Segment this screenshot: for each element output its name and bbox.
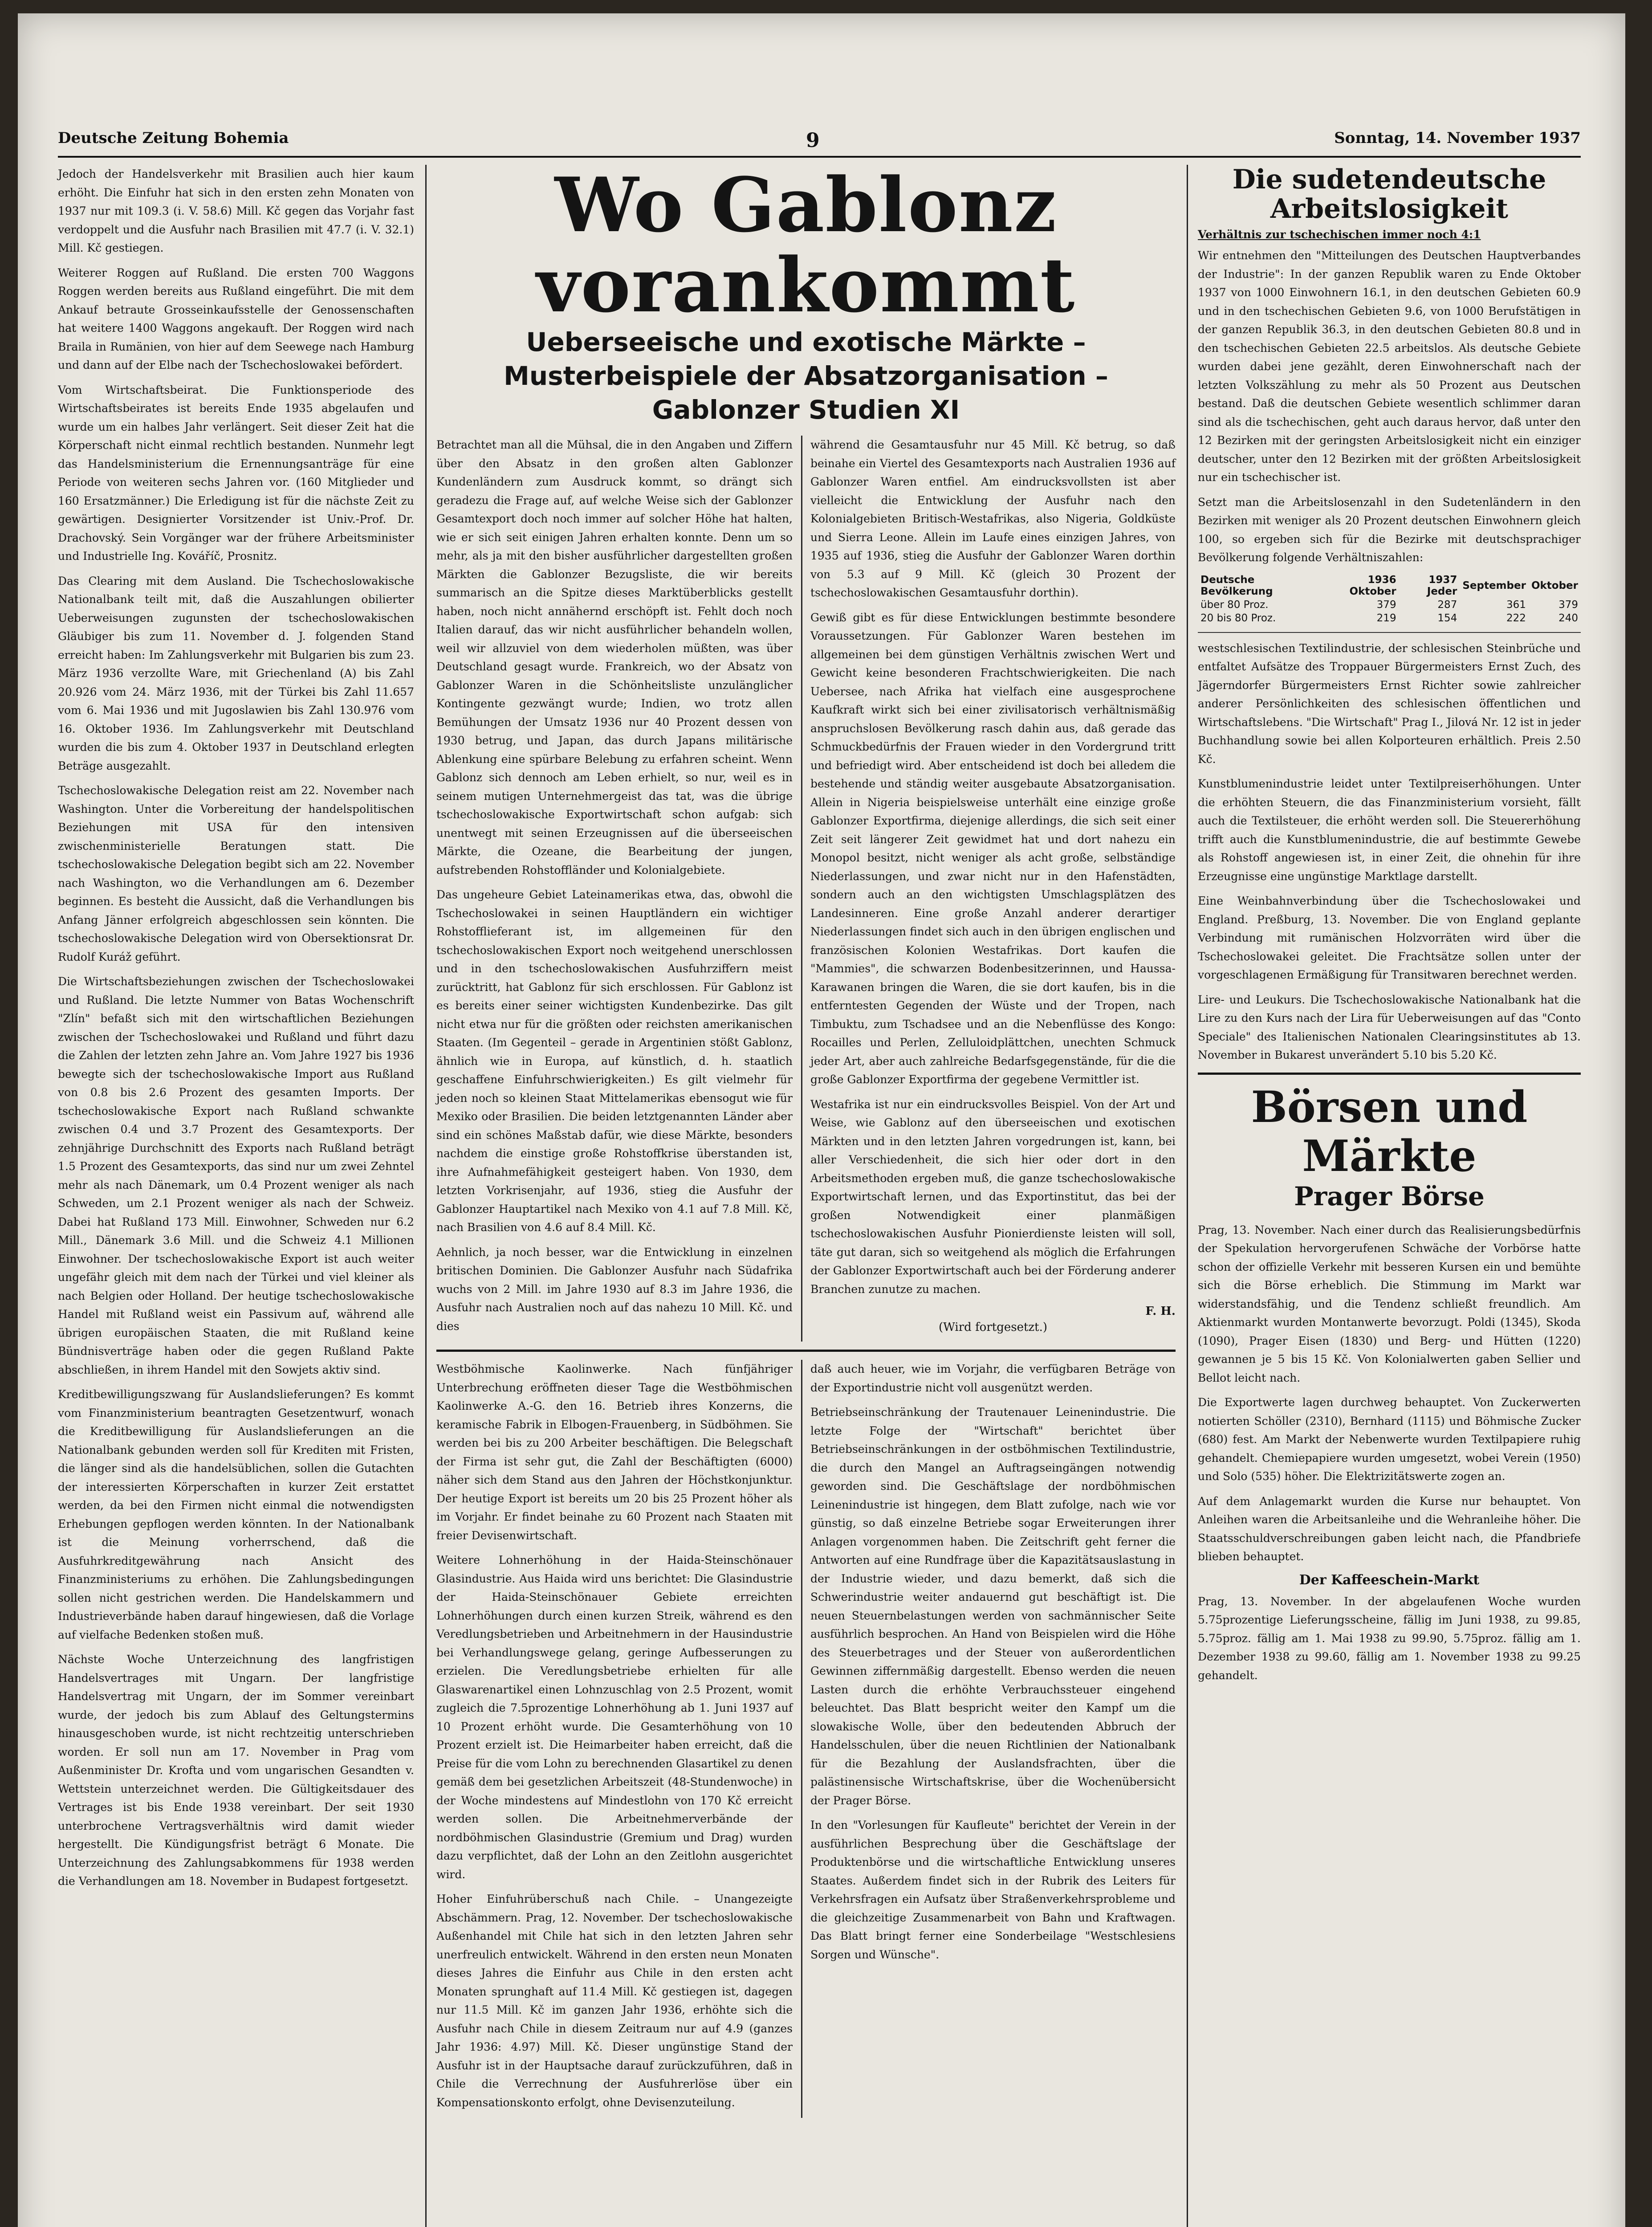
news-item: Kreditbewilligungszwang für Auslandslieferungen? Es kommt vom Finanzministerium beantragten Gesetzentwurf, wonach die Kreditbewilligung für Auslandslieferungen an die Nationalbank gebunden werden soll für Krediten mit Fristen, die länger sind als die handelsüblichen, sollen die Gutachten der interessierten Körperschaften in kurzer Zeit erstattet werden, da bei den Firmen nicht einmal die notwendigsten Erhebungen gepflogen werden könnten. In der Nationalbank ist die Meinung vorherrschend, daß die Ausfuhrkreditgewährung nach Ansicht des Finanzministeriums zu erhöhen. Die Zahlungsbedingungen sollen nicht gestrichen werden. Die Handelskammern und Industrieverbände haben darauf hingewiesen, daß die Vorlage auf vielfache Bedenken stoßen muß.	[58, 1388, 414, 1641]
section-rule	[436, 1350, 1176, 1352]
article-column-right	[810, 436, 1176, 1342]
briefs-column-right	[810, 1360, 1176, 2118]
prague-exchange-title: Prager Börse	[1294, 1181, 1485, 1211]
column-divider	[1187, 165, 1188, 2227]
continued-note: (Wird fortgesetzt.)	[939, 1321, 1047, 1334]
table-header-row	[1198, 573, 1581, 598]
article-paragraph: Westafrika ist nur ein eindrucksvolles Beispiel. Von der Art und Weise, wie Gablonz auf den überseeischen und exotischen Märkten und in den letzten Jahren vorgedrungen ist, kann, bei aller Verschiedenheit, die sich hier oder dort in den Arbeitsmethoden ergeben muß, die ganze tschechoslowakische Exportwirtschaft lernen, und das Exportinstitut, das bei der großen Notwendigkeit einer planmäßigen tschechoslowakischen Ausfuhr Pionierdienste leisten will soll, täte gut daran, sich so weitgehend als möglich die Erfahrungen der Gablonzer Exportwirtschaft auch bei der Förderung anderer Branchen zunutze zu machen.	[810, 1097, 1176, 1296]
briefs-column-left	[436, 1360, 793, 2118]
column-divider	[801, 1360, 802, 2118]
news-item: Kunstblumenindustrie leidet unter Textilpreiserhöhungen. Unter die erhöhten Steuern, die das Finanzministerium vorsieht, fällt auch die Textilsteuer, die erhöht werden soll. Die Steuererhöhung trifft auch die Kunstblumenindustrie, die auf bestimmte Gewebe als Rohstoff angewiesen ist, in einer Zeit, die ohnehin für ihre Erzeugnisse eine ungünstige Marktlage darstellt.	[1198, 777, 1581, 883]
table-cell: 361	[1506, 599, 1526, 611]
unemployment-table	[1198, 573, 1581, 625]
table-cell: 154	[1437, 612, 1457, 624]
table-cell: 219	[1376, 612, 1396, 624]
coffee-market-title: Der Kaffeeschein-Markt	[1299, 1572, 1480, 1588]
main-article	[436, 161, 1176, 2118]
news-item: Das Clearing mit dem Ausland. Die Tschechoslowakische Nationalbank teilt mit, daß die Auszahlungen obilierter Ueberweisungen zugunsten der tschechoslowakischen Gläubiger bis zum 11. November d. J. folgenden Stand erreicht haben: Im Zahlungsverkehr mit Bulgarien bis zum 23. März 1936 verzollte Ware, mit Griechenland (A) bis Zahl 20.926 vom 24. März 1936, mit der Türkei bis Zahl 11.657 vom 6. Mai 1936 und mit Jugoslawien bis Zahl 130.976 vom 16. Oktober 1936. Im Zahlungsverkehr mit Deutschland wurden die bis zum 4. Oktober 1937 in Deutschland erlegten Beträge ausgezahlt.	[58, 574, 414, 772]
issue-date: Sonntag, 14. November 1937	[1334, 129, 1581, 147]
table-cell: 379	[1558, 599, 1578, 611]
right-column	[1198, 165, 1581, 1691]
news-item: Betriebseinschränkung der Trautenauer Leinenindustrie. Die letzte Folge der "Wirtschaft" berichtet über Betriebseinschränkungen in der ostböhmischen Textilindustrie, die durch den Mangel an Auftragseingängen notwendig geworden sind. Die Geschäftslage der nordböhmischen Leinenindustrie ist hingegen, dem Blatt zufolge, nach wie vor günstig, so daß einzelne Betriebe sogar Erweiterungen ihrer Anlagen vorgenommen haben. Die Zeitschrift geht ferner die Antworten auf eine Rundfrage über die Kapazitätsauslastung in der Industrie wieder, und dazu bemerkt, daß sich die Schwerindustrie weiter andauernd gut beschäftigt ist. Die neuen Steuernbelastungen werden von sachmännischer Seite ausführlich besprochen. An Hand von Beispielen wird die Höhe des Steuerbetrages und der Steuer von außerordentlichen Gewinnen ziffernmäßig dargestellt. Ebenso werden die neuen Lasten durch die erhöhte Verbrauchssteuer eingehend beleuchtet. Das Blatt bespricht weiter den Kampf um die slowakische Wolle, über den bedeutenden Abbruch der Handelsschulen, über die neuen Richtlinien der Nationalbank für die Bezahlung der Auslandsfrachten, über die palästinensische Wirtschaftskrise, über die Wochenübersicht der Prager Börse.	[810, 1406, 1176, 1807]
column-divider	[425, 165, 427, 2227]
market-report: Prag, 13. November. In der abgelaufenen Woche wurden 5.75prozentige Lieferungsscheine, fällig im Juni 1938, zu 99.85, 5.75proz. fällig am 1. Mai 1938 zu 99.90, 5.75proz. fällig am 1. Dezember 1938 zu 99.60, fällig am 1. November 1938 zu 99.25 gehandelt.	[1198, 1595, 1581, 1682]
table-row	[1198, 598, 1581, 612]
table-header: September	[1462, 579, 1526, 591]
main-article-body	[436, 436, 1176, 1342]
market-report: Die Exportwerte lagen durchweg behauptet. Von Zuckerwerten notierten Schöller (2310), Bernhard (1115) und Böhmische Zucker (680) fest. Am Markt der Nebenwerte wurden Textilpapiere ruhig gehandelt. Chemiepapiere wurden umgesetzt, wobei Verein (1950) und Solo (535) höher. Die Elektrizitätswerte zogen an.	[1198, 1396, 1581, 1483]
article-column-left	[436, 436, 793, 1342]
table-cell: 222	[1506, 612, 1526, 624]
newspaper-page	[18, 13, 1625, 2227]
article-paragraph: Gewiß gibt es für diese Entwicklungen bestimmte besondere Voraussetzungen. Für Gablonzer Waren bestehen im allgemeinen bei dem günstigen Verhältnis zwischen Wert und Gewicht keine besonderen Frachtschwierigkeiten. Die nach Uebersee, nach Afrika hat vielfach eine ausgesprochene Kaufkraft wirkt sich bei einer zivilisatorisch verhältnismäßig anspruchslosen Bevölkerung rasch dahin aus, daß gerade das Schmuckbedürfnis der Frauen wieder in den Vordergrund tritt und befriedigt wird. Aber entscheidend ist doch bei alledem die bestehende und ständig weiter ausgebaute Absatzorganisation. Allein in Nigeria beispielsweise unterhält eine einzige große Gablonzer Exportfirma, diejenige allerdings, die sich seit einer Zeit seit längerer Zeit gewidmet hat und dort nahezu ein Monopol besitzt, nicht weniger als acht große, selbständige Niederlassungen, und zwar nicht nur in den Hafenstädten, sondern auch an den wichtigsten Umschlagsplätzen des Landesinneren. Eine große Anzahl anderer derartiger Niederlassungen findet sich auch in den übrigen englischen und französischen Kolonien Westafrikas. Dort kaufen die "Mammies", die schwarzen Bodenbesitzerinnen, und Haussa-Karawanen bringen die Waren, die sie dort kaufen, bis in die entferntesten Gegenden der Wüste und der Tropen, nach Timbuktu, zum Tschadsee und an die Nebenflüsse des Kongo: Rocailles und Perlen, Zelluloidplättchen, unechten Schmuck jeder Art, aber auch zahlreiche Bedarfsgegenstände, für die die große Gablonzer Exportfirma der gegebene Vermittler ist.	[810, 611, 1176, 1086]
markets-section-title: Börsen und Märkte	[1251, 1081, 1528, 1181]
article-paragraph: Setzt man die Arbeitslosenzahl in den Sudetenländern in den Bezirken mit weniger als 20 Prozent deutschen Einwohnern gleich 100, so ergeben sich für die Bezirke mit deutschsprachiger Bevölkerung folgende Verhältniszahlen:	[1198, 495, 1581, 564]
news-item: Westböhmische Kaolinwerke. Nach fünfjähriger Unterbrechung eröffneten dieser Tage die Westböhmischen Kaolinwerke A.-G. den 16. Betrieb ihres Konzerns, die keramische Fabrik in Elbogen-Frauenberg, in Südböhmen. Sie werden bei bis zu 200 Arbeiter beschäftigen. Die Belegschaft der Firma ist sehr gut, die Zahl der Beschäftigten (6000) näher sich dem Stand aus den Jahren der Höchstkonjunktur. Der heutige Export ist bereits um 20 bis 25 Prozent höher als im Vorjahr. Er findet beinahe zu 60 Prozent nach Staaten mit freier Devisenwirtschaft.	[436, 1362, 793, 1542]
business-briefs	[436, 1360, 1176, 2118]
table-header: 1937 Jeder	[1427, 574, 1457, 597]
table-cell: über 80 Proz.	[1200, 599, 1269, 611]
news-item: In den "Vorlesungen für Kaufleute" berichtet der Verein in der ausführlichen Besprechung über die Geschäftslage der Produktenbörse und die wirtschaftliche Entwicklung unseres Staates. Außerdem findet sich in der Rubrik des Leiters für Verkehrsfragen ein Aufsatz über Straßenverkehrsprobleme und die gleichzeitige Zusammenarbeit von Bahn und Kraftwagen. Das Blatt bringt ferner eine Sonderbeilage "Westschlesiens Sorgen und Wünsche".	[810, 1819, 1176, 1961]
left-news-column	[58, 165, 414, 1897]
page-header	[58, 125, 1581, 158]
table-header: Deutsche Bevölkerung	[1200, 574, 1273, 597]
article-paragraph: Betrachtet man all die Mühsal, die in den Angaben und Ziffern über den Absatz in den großen alten Gablonzer Kundenländern zum Ausdruck kommt, so drängt sich geradezu die Frage auf, auf welche Weise sich der Gablonzer Gesamtexport doch noch immer auf solcher Höhe hat halten, wie er sich seit einigen Jahren erhalten konnte. Denn um so mehr, als ja mit den bisher ausführlicher dargestellten großen Märkten die Gablonzer Bezugsliste, die wir bereits summarisch an die Spitze dieses Marktüberblicks gestellt haben, noch nicht annähernd erschöpft ist. Fehlt doch noch Italien darauf, das wir nicht ausführlicher behandeln wollen, weil wir allzuviel von dem wiederholen müßten, was über Deutschland gesagt wurde. Frankreich, wo der Absatz von Gablonzer Waren in die Schönheitsliste unzulänglicher Kontingente gezwängt wurde; Indien, wo trotz allen Bemühungen der Umsatz 1936 nur 40 Prozent dessen von 1930 betrug, und Japan, das durch Japans militärische Ablenkung eine spürbare Belebung zu erfahren scheint. Wenn Gablonz sich dennoch am Leben erhielt, so nur, weil es in seinem mutigen Unternehmergeist das tat, was die übrige tschechoslowakische Exportwirtschaft schon aufgab: sich unentwegt mit seinen Erzeugnissen auf die überseeischen Märkte, die Ozeane, die Bearbeitung der jungen, aufstrebenden Rohstoffländer und Kolonialgebiete.	[436, 438, 793, 877]
table-cell: 287	[1437, 599, 1457, 611]
table-header: Oktober	[1531, 579, 1578, 591]
news-item: Jedoch der Handelsverkehr mit Brasilien auch hier kaum erhöht. Die Einfuhr hat sich in den ersten zehn Monaten von 1937 nur mit 109.3 (i. V. 58.6) Mill. Kč gegen das Vorjahr fast verdoppelt und die Ausfuhr nach Brasilien mit 47.7 (i. V. 32.1) Mill. Kč gestiegen.	[58, 167, 414, 254]
news-item: Lire- und Leukurs. Die Tschechoslowakische Nationalbank hat die Lire zu den Kurs nach der Lira für Ueberweisungen auf das "Conto Speciale" des Italienischen Nationalen Clearingsinstitutes ab 13. November in Bukarest unverändert 5.10 bis 5.20 Kč.	[1198, 993, 1581, 1061]
news-item: daß auch heuer, wie im Vorjahr, die verfügbaren Beträge von der Exportindustrie nicht voll ausgenützt werden.	[810, 1362, 1176, 1394]
table-cell: 20 bis 80 Proz.	[1200, 612, 1276, 624]
table-cell: 240	[1558, 612, 1578, 624]
news-item: Tschechoslowakische Delegation reist am 22. November nach Washington. Unter die Vorbereitung der handelspolitischen Beziehungen mit USA für den intensiven zwischenministerielle Beratungen statt. Die tschechoslowakische Delegation begibt sich am 22. November nach Washington, wo die Verhandlungen am 6. Dezember beginnen. Es besteht die Aussicht, daß die Verhandlungen bis Anfang Jänner erfolgreich abgeschlossen sein könnten. Die tschechoslowakische Delegation wird von Obersektionsrat Dr. Rudolf Kuráž geführt.	[58, 784, 414, 963]
news-item: Vom Wirtschaftsbeirat. Die Funktionsperiode des Wirtschaftsbeirates ist bereits Ende 1935 abgelaufen und wurde um ein halbes Jahr verlängert. Seit dieser Zeit hat die Körperschaft nicht einmal rechtlich bestanden. Nunmehr legt das Handelsministerium die Ernennungsanträge für eine Periode von weiteren sechs Jahren vor. (160 Mitglieder und 160 Ersatzmänner.) Die Erledigung ist für die nächste Zeit zu gewärtigen. Designierter Vorsitzender ist Univ.-Prof. Dr. Drachovský. Sein Vorgänger war der frühere Arbeitsminister und Industrielle Ing. Kováříč, Prosnitz.	[58, 383, 414, 563]
table-row	[1198, 612, 1581, 625]
news-item: Nächste Woche Unterzeichnung des langfristigen Handelsvertrages mit Ungarn. Der langfristige Handelsvertrag mit Ungarn, der im Sommer vereinbart wurde, der jedoch bis zum Ablauf des Geltungstermins hinausgeschoben wurde, ist nicht rechtzeitig unterschrieben worden. Er soll nun am 17. November in Prag vom Außenminister Dr. Krofta und vom ungarischen Gesandten v. Wettstein unterzeichnet werden. Die Gültigkeitsdauer des Vertrages ist bis Ende 1938 vereinbart. Der seit 1930 unterbrochene Vertragsverhältnis wird damit wieder hergestellt. Die Kündigungsfrist beträgt 6 Monate. Die Unterzeichnung des Zahlungsabkommens für 1938 werden die Verhandlungen am 18. November in Budapest fortgesetzt.	[58, 1653, 414, 1888]
section-rule	[1198, 632, 1581, 633]
table-cell: 379	[1376, 599, 1396, 611]
author-signature: F. H.	[1145, 1305, 1176, 1318]
main-headline: Wo Gablonz vorankommt	[536, 161, 1076, 329]
main-subheadline: Ueberseeische und exotische Märkte – Musterbeispiele der Absatzorganisation – Gablonzer Studien XI	[504, 327, 1108, 425]
page-number: 9	[806, 129, 820, 152]
news-item: Die Wirtschaftsbeziehungen zwischen der Tschechoslowakei und Rußland. Die letzte Nummer von Batas Wochenschrift "Zlín" befaßt sich mit den wirtschaftlichen Beziehungen zwischen der Tschechoslowakei und Rußland und führt dazu die Zahlen der letzten zehn Jahre an. Vom Jahre 1927 bis 1936 bewegte sich der tschechoslowakische Import aus Rußland von 0.8 bis 2.6 Prozent des gesamten Imports. Der tschechoslowakische Export nach Rußland schwankte zwischen 0.4 und 3.7 Prozent des Gesamtexports. Der zehnjährige Durchschnitt des Exports nach Rußland beträgt 1.5 Prozent des Gesamtexports, das sind nur um zwei Zehntel mehr als nach Dänemark, um 0.4 Prozent weniger als nach Schweden, um 2.1 Prozent weniger als nach der Schweiz. Dabei hat Rußland 173 Mill. Einwohner, Schweden nur 6.2 Mill., Dänemark 3.6 Mill. und die Schweiz 4.1 Millionen Einwohner. Der tschechoslowakische Export ist auch weiter ungefähr gleich mit dem nach der Türkei und viel kleiner als nach Belgien oder Holland. Der heutige tschechoslowakische Handel mit Rußland weist ein Passivum auf, während alle übrigen europäischen Staaten, die mit Rußland keine Bündnisverträge haben oder die gegen Rußland Pakte abschließen, in ihrem Handel mit den Sowjets aktiv sind.	[58, 975, 414, 1376]
news-item: Hoher Einfuhrüberschuß nach Chile. – Unangezeigte Abschämmern. Prag, 12. November. Der tschechoslowakische Außenhandel mit Chile hat sich in den letzten Jahren sehr unerfreulich entwickelt. Während in den ersten neun Monaten dieses Jahres die Einfuhr aus Chile in den ersten acht Monaten sprunghaft auf 11.4 Mill. Kč gestiegen ist, dagegen nur 11.5 Mill. Kč im ganzen Jahr 1936, erhöhte sich die Ausfuhr nach Chile in diesem Zeitraum nur auf 4.9 (ganzes Jahr 1936: 4.97) Mill. Kč. Dieser ungünstige Stand der Ausfuhr ist in der Hauptsache darauf zurückzuführen, daß in Chile die Verrechnung der Ausfuhrerlöse über ein Kompensationskonto erfolgt, ohne Devisenzuteilung.	[436, 1893, 793, 2109]
section-rule	[1198, 1073, 1581, 1075]
newspaper-name: Deutsche Zeitung Bohemia	[58, 129, 289, 147]
news-item: Weiterer Roggen auf Rußland. Die ersten 700 Waggons Roggen werden bereits aus Rußland eingeführt. Die mit dem Ankauf betraute Grosseinkaufsstelle der Genossenschaften hat weitere 1400 Waggons angekauft. Der Roggen wird nach Braila in Rumänien, von hier auf dem Seewege nach Hamburg und dann auf der Elbe nach der Tschechoslowakei befördert.	[58, 266, 414, 371]
article-paragraph: Das ungeheure Gebiet Lateinamerikas etwa, das, obwohl die Tschechoslowakei in seinen Hauptländern ein wichtiger Rohstofflieferant ist, im allgemeinen für den tschechoslowakischen Export noch weitgehend unerschlossen und in den tschechoslowakischen Ausfuhrziffern meist zurücktritt, hat Gablonz für sich erschlossen. Für Gablonz ist es bereits einer seiner wichtigsten Kundenbezirke. Das gilt nicht etwa nur für die größten oder reichsten amerikanischen Staaten. (Im Gegenteil – gerade in Argentinien stößt Gablonz, ähnlich wie in Europa, auf künstlich, d. h. staatlich geschaffene Einfuhrschwierigkeiten.) Es gilt vielmehr für jeden noch so kleinen Staat Mittelamerikas ebensogut wie für Mexiko oder Brasilien. Die beiden letztgenannten Länder aber sind ein schönes Maßstab dafür, wie diese Märkte, besonders nachdem die einstige große Rohstoffkrise überstanden ist, ihre Aufnahmefähigkeit gesteigert haben. Von 1930, dem letzten Vorkrisenjahr, auf 1936, stieg die Ausfuhr der Gablonzer Hauptartikel nach Mexiko von 4.1 auf 7.8 Mill. Kč, nach Brasilien von 4.6 auf 8.4 Mill. Kč.	[436, 888, 793, 1234]
article-paragraph: während die Gesamtausfuhr nur 45 Mill. Kč betrug, so daß beinahe ein Viertel des Gesamtexports nach Australien 1936 auf Gablonzer Waren entfiel. Am eindrucksvollsten ist aber vielleicht die Entwicklung der Ausfuhr nach den Kolonialgebieten Britisch-Westafrikas, also Nigeria, Goldküste und Sierra Leone. Allein im Laufe eines einzigen Jahres, von 1935 auf 1936, stieg die Ausfuhr der Gablonzer Waren dorthin von 5.3 auf 9 Mill. Kč (gleich 30 Prozent der tschechoslowakischen Gesamtausfuhr dorthin).	[810, 438, 1176, 599]
news-item: Eine Weinbahnverbindung über die Tschechoslowakei und England. Preßburg, 13. November. Die von England geplante Verbindung mit rumänischen Holzvorräten wird über die Tschechoslowakei geleitet. Die Frachtsätze sollen unter der vorgeschlagenen Ermäßigung für Transitwaren berechnet werden.	[1198, 894, 1581, 981]
column-divider	[801, 436, 802, 1342]
market-report: Auf dem Anlagemarkt wurden die Kurse nur behauptet. Von Anleihen waren die Arbeitsanleihe und die Wehranleihe höher. Die Staatsschuldverschreibungen gaben leicht nach, die Pfandbriefe blieben behauptet.	[1198, 1494, 1581, 1563]
news-item: Weitere Lohnerhöhung in der Haida-Steinschönauer Glasindustrie. Aus Haida wird uns berichtet: Die Glasindustrie der Haida-Steinschönauer Gebiete erreichten Lohnerhöhungen durch einen kurzen Streik, während es den Veredlungsbetrieben und Arbeitnehmern in der Hausindustrie bei Verhandlungswege gelang, geringe Aufbesserungen zu erzielen. Die Veredlungsbetriebe erhielten für alle Glaswarenartikel einen Lohnzuschlag von 2.5 Prozent, womit zugleich die 7.5prozentige Lohnerhöhung ab 1. Juni 1937 auf 10 Prozent erhöht wurde. Die Gesamterhöhung von 10 Prozent erzielt ist. Die Heimarbeiter haben erreicht, daß die Preise für die vom Lohn zu berechnenden Glasartikel zu denen gemäß dem bei gesetzlichen Arbeitszeit (48-Stundenwoche) in der Woche mindestens auf Mindestlohn von 170 Kč erreicht werden sollen. Die Arbeitnehmerverbände der nordböhmischen Glasindustrie (Gremium und Drag) wurden dazu verpflichtet, daß der Lohn an den Zeitlohn ausgerichtet wird.	[436, 1554, 793, 1881]
news-item: westschlesischen Textilindustrie, der schlesischen Steinbrüche und entfaltet Aufsätze des Troppauer Bürgermeisters Ernst Zuch, des Jägerndorfer Bürgermeisters Ernst Richter sowie zahlreicher anderer Persönlichkeiten des schlesischen öffentlichen und Wirtschaftslebens. "Die Wirtschaft" Prag I., Jilová Nr. 12 ist in jeder Buchhandlung sowie bei allen Kolporteuren erhältlich. Preis 2.50 Kč.	[1198, 641, 1581, 766]
article-paragraph: Wir entnehmen den "Mitteilungen des Deutschen Hauptverbandes der Industrie": In der ganzen Republik waren zu Ende Oktober 1937 von 1000 Einwohnern 16.1, in den deutschen Gebieten 60.9 und in den tschechischen Gebieten 9.6, von 1000 Berufstätigen in der ganzen Republik 36.3, in den deutschen Gebieten 80.8 und in den tschechischen Gebieten 22.5 arbeitslos. Als deutsche Gebiete wurden dabei jene gezählt, deren Einwohnerschaft nach der letzten Volkszählung zu mehr als 50 Prozent aus Deutschen bestand. Daß die deutschen Gebiete wesentlich schlimmer daran sind als die tschechischen, geht auch daraus hervor, daß unter den 12 Bezirken mit der geringsten Arbeitslosigkeit nicht ein einziger deutscher, unter den 12 Bezirken mit der größten Arbeitslosigkeit nur ein tschechischer ist.	[1198, 249, 1581, 484]
unemployment-title: Die sudetendeutsche Arbeitslosigkeit	[1232, 164, 1546, 224]
unemployment-subtitle: Verhältnis zur tschechischen immer noch 4:1	[1198, 228, 1481, 241]
table-header: 1936 Oktober	[1349, 574, 1396, 597]
market-report: Prag, 13. November. Nach einer durch das Realisierungsbedürfnis der Spekulation hervorgerufenen Schwäche der Vorbörse hatte schon der offizielle Verkehr mit besseren Kursen ein und bemühte sich die Börse erheblich. Die Stimmung im Markt war widerstandsfähig, und die Tendenz schließt freundlich. Am Aktienmarkt wurden Montanwerte bevorzugt. Poldi (1345), Skoda (1090), Prager Eisen (1830) und Berg- und Hütten (1220) gewannen je 5 bis 15 Kč. Von Kolonialwerten gaben Sellier und Bellot leicht nach.	[1198, 1223, 1581, 1384]
article-paragraph: Aehnlich, ja noch besser, war die Entwicklung in einzelnen britischen Dominien. Die Gablonzer Ausfuhr nach Südafrika wuchs von 2 Mill. im Jahre 1930 auf 8.3 im Jahre 1936, die Ausfuhr nach Australien noch auf das nahezu 10 Mill. Kč. und dies	[436, 1245, 793, 1333]
